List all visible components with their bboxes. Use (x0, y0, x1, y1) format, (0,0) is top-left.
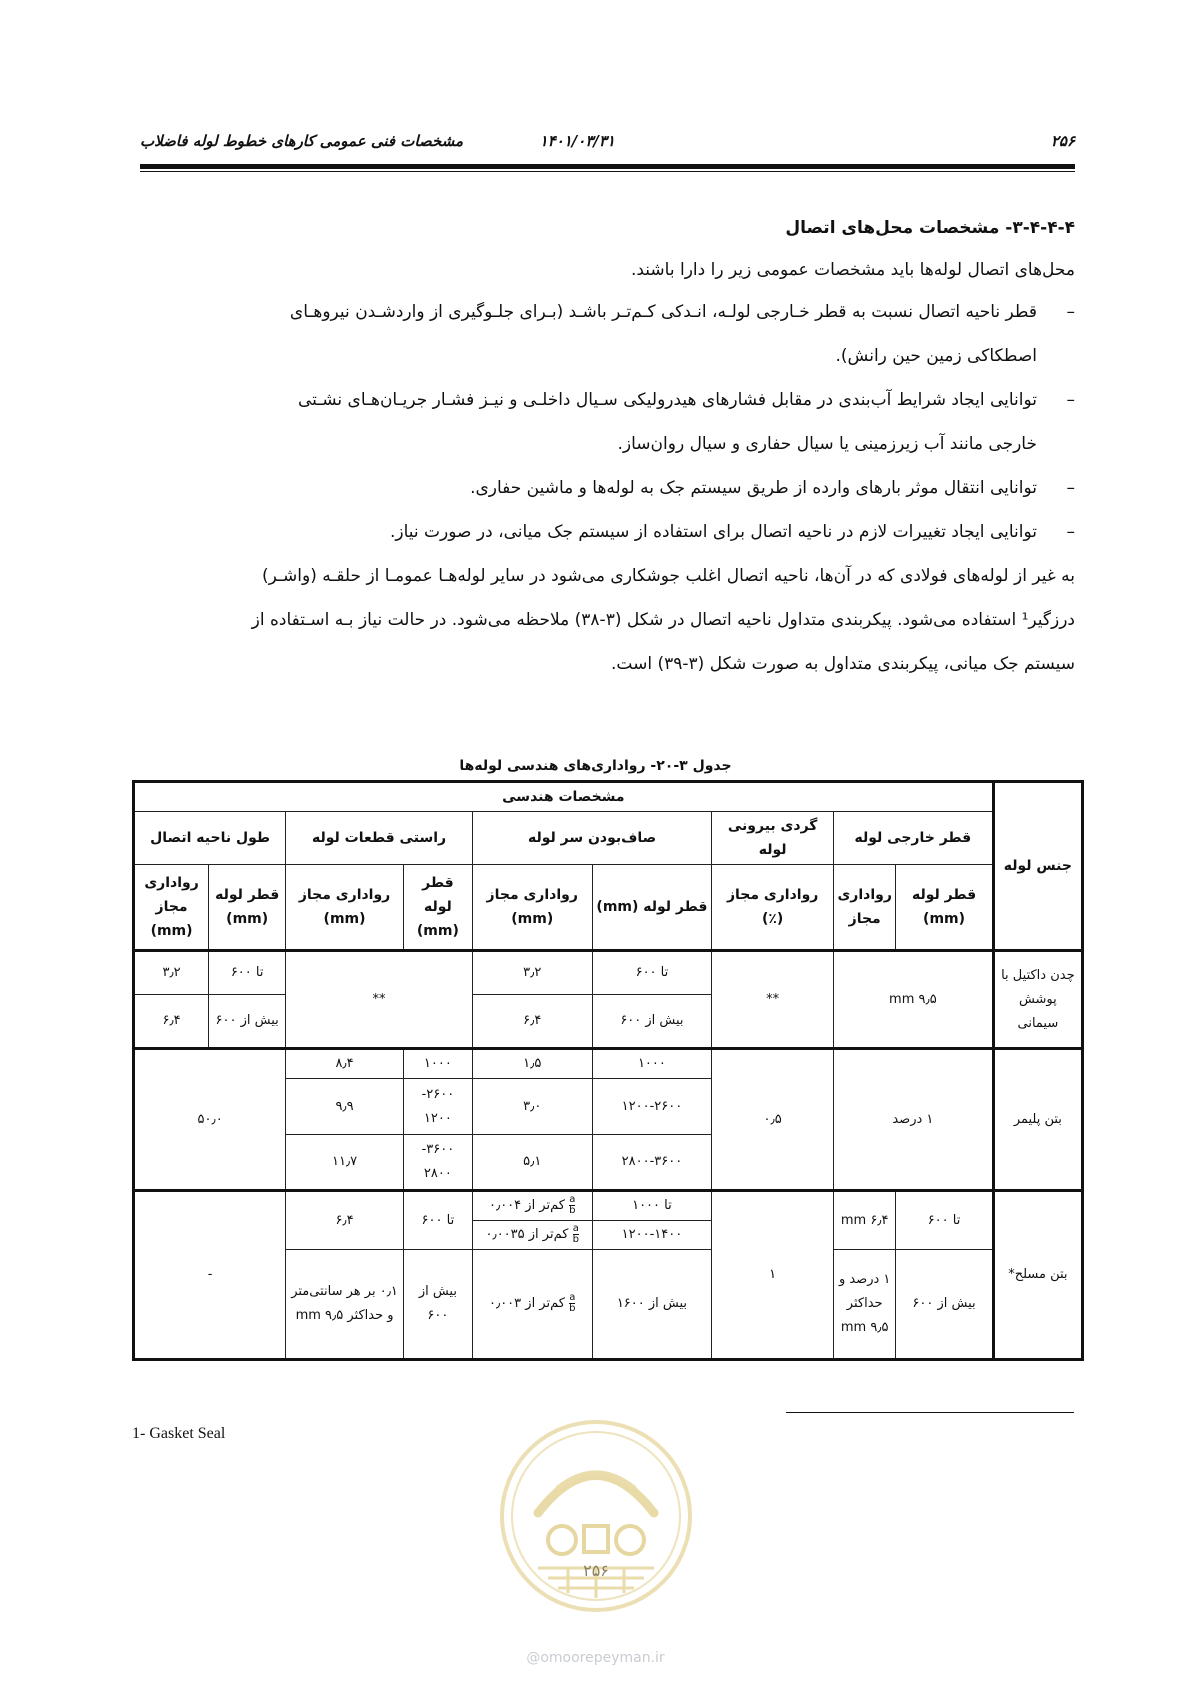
header-roundness: گردی بیرونی لوله (712, 812, 834, 865)
cell-flat-diameter: تا ۱۰۰۰ (592, 1191, 712, 1221)
bullet-item (140, 510, 1075, 554)
cell-flat-diameter: بیش از ۱۶۰۰ (592, 1250, 712, 1360)
bullet-text: قطر ناحیه اتصال نسبت به قطر خـارجی لولـه، انـدکی کـم‌تـر باشـد (بـرای جلـوگیری از واردشـدن نیروهـای (289, 302, 1037, 322)
fraction-denominator: b (572, 1234, 579, 1245)
cell-joint-diameter: تا ۶۰۰ (209, 951, 286, 995)
bullet-text: توانایی انتقال موثر بارهای وارده از طریق سیستم جک به لوله‌ها و ماشین حفاری. (470, 478, 1037, 498)
bullet-dash: – (1066, 390, 1075, 410)
cell-flat-diameter: بیش از ۶۰۰ (592, 995, 712, 1049)
material-ductile: چدن داکتیل با پوشش سیمانی (993, 951, 1082, 1049)
cell-straight-diameter: تا ۶۰۰ (403, 1191, 472, 1250)
bullet-dash: – (1066, 522, 1075, 542)
cell-joint: - (134, 1191, 286, 1360)
header-end-flatness: صاف‌بودن سر لوله (472, 812, 711, 865)
page-header (140, 128, 1075, 154)
subheader-tolerance-mm: رواداری مجاز (mm) (472, 865, 592, 951)
cell-flat-tolerance: ۶٫۴ (472, 995, 592, 1049)
fraction-numerator: a (572, 1223, 579, 1234)
subheader-pipe-diameter: قطر لوله (mm) (592, 865, 712, 951)
header-geometric-specs: مشخصات هندسی (134, 782, 994, 812)
subheader-tolerance-mm: رواداری مجاز (mm) (134, 865, 209, 951)
cell-roundness: ** (712, 951, 834, 1049)
bullet-text-cont: خارجی مانند آب زیرزمینی یا سیال حفاری و سیال روان‌ساز. (617, 434, 1037, 454)
cell-od-tolerance: ۱ درصد و حداکثر ۹٫۵ mm (834, 1250, 896, 1360)
bullet-text: توانایی ایجاد تغییرات لازم در ناحیه اتصال برای استفاده از سیستم جک میانی، در صورت نیاز. (390, 522, 1037, 542)
material-polymer: بتن پلیمر (993, 1049, 1082, 1191)
cell-od: ۱ درصد (834, 1049, 994, 1191)
fraction (573, 1224, 579, 1245)
cell-od-diameter: تا ۶۰۰ (896, 1191, 993, 1250)
cell-roundness: ۱ (712, 1191, 834, 1360)
header-rule-thick (140, 164, 1075, 169)
fraction (569, 1293, 575, 1314)
fraction-denominator: b (569, 1205, 576, 1216)
bullet-item (140, 466, 1075, 510)
cell-straight-tolerance: ۰٫۱ بر هر سانتی‌متر و حداکثر ۹٫۵ mm (286, 1250, 404, 1360)
header-date: ۱۴۰۱/۰۳/۳۱ (539, 132, 615, 150)
cell-straight-diameter: بیش از ۶۰۰ (403, 1250, 472, 1360)
cell-flat-diameter: تا ۶۰۰ (592, 951, 712, 995)
cell-flat-tolerance (472, 1191, 592, 1221)
cell-joint-diameter: بیش از ۶۰۰ (209, 995, 286, 1049)
tolerance-table (132, 780, 1084, 1361)
cell-straight-diameter: ۲۶۰۰- ۱۲۰۰ (403, 1079, 472, 1135)
fraction-denominator: b (569, 1303, 576, 1314)
bullet-item (140, 290, 1075, 378)
header-outer-diameter: قطر خارجی لوله (834, 812, 994, 865)
cell-od: ۹٫۵ mm (834, 951, 994, 1049)
header-straightness: راستی قطعات لوله (286, 812, 473, 865)
closing-line: درزگیر¹ استفاده می‌شود. پیکربندی متداول ناحیه اتصال در شکل (۳-۳۸) ملاحظه می‌شود. در حالت نیاز بـه اسـتفاده از (251, 610, 1075, 630)
bullet-text: توانایی ایجاد شرایط آب‌بندی در مقابل فشارهای هیدرولیکی سـیال داخلـی و نیـز فشـار جریـان‌هـای نشـتی (297, 390, 1037, 410)
subheader-tolerance: رواداری مجاز (834, 865, 896, 951)
cell-flat-diameter: ۱۲۰۰-۱۴۰۰ (592, 1221, 712, 1250)
cell-joint-tolerance: ۳٫۲ (134, 951, 209, 995)
cell-joint: ۵۰٫۰ (134, 1049, 286, 1191)
fraction (569, 1195, 575, 1216)
cell-straight-tolerance: ۶٫۴ (286, 1191, 404, 1250)
cell-flat-tolerance: ۵٫۱ (472, 1135, 592, 1191)
flat-tolerance-text: کم‌تر از ۰٫۰۰۴ (489, 1198, 565, 1213)
intro-paragraph: محل‌های اتصال لوله‌ها باید مشخصات عمومی زیر را دارا باشند. (630, 260, 1075, 280)
cell-od-tolerance: ۶٫۴ mm (834, 1191, 896, 1250)
cell-straight-diameter: ۱۰۰۰ (403, 1049, 472, 1079)
cell-od-diameter: بیش از ۶۰۰ (896, 1250, 993, 1360)
cell-flat-tolerance (472, 1221, 592, 1250)
subheader-tolerance-mm: رواداری مجاز (mm) (286, 865, 404, 951)
fraction-numerator: a (569, 1194, 576, 1205)
header-page-number: ۲۵۶ (1050, 132, 1075, 150)
cell-straight-diameter: ۳۶۰۰- ۲۸۰۰ (403, 1135, 472, 1191)
closing-line: به غیر از لوله‌های فولادی که در آن‌ها، ناحیه اتصال اغلب جوشکاری می‌شود در سایر لوله‌هـا عمومـا از حلقـه (واشـر) (262, 566, 1075, 586)
header-pipe-material: جنس لوله (993, 782, 1082, 951)
subheader-tolerance-pct: رواداری مجاز (٪) (712, 865, 834, 951)
subheader-pipe-diameter: قطر لوله (mm) (209, 865, 286, 951)
footnote: 1- Gasket Seal (132, 1425, 226, 1442)
closing-line: سیستم جک میانی، پیکربندی متداول به صورت شکل (۳-۳۹) است. (611, 654, 1075, 674)
cell-flat-tolerance: ۱٫۵ (472, 1049, 592, 1079)
bullet-dash: – (1066, 302, 1075, 322)
material-reinforced: بتن مسلح* (993, 1191, 1082, 1360)
cell-flat-diameter: ۱۰۰۰ (592, 1049, 712, 1079)
bullet-dash: – (1066, 478, 1075, 498)
watermark-seal-logo (498, 1418, 694, 1614)
cell-straight-tolerance: ۸٫۴ (286, 1049, 404, 1079)
cell-flat-diameter: ۲۸۰۰-۳۶۰۰ (592, 1135, 712, 1191)
cell-joint-tolerance: ۶٫۴ (134, 995, 209, 1049)
section-title: ۳-۴-۴-۴- مشخصات محل‌های اتصال (785, 218, 1075, 238)
footnote-rule (786, 1412, 1074, 1413)
subheader-pipe-diameter: قطر لوله (mm) (896, 865, 993, 951)
header-joint-length: طول ناحیه اتصال (134, 812, 286, 865)
flat-tolerance-text: کم‌تر از ۰٫۰۰۳ (489, 1296, 565, 1311)
header-title: مشخصات فنی عمومی کارهای خطوط لوله فاضلاب (140, 132, 464, 150)
cell-straightness: ** (286, 951, 473, 1049)
header-rule-thin (140, 171, 1075, 172)
bullet-item (140, 378, 1075, 466)
cell-flat-tolerance (472, 1250, 592, 1360)
cell-flat-tolerance: ۳٫۲ (472, 951, 592, 995)
bullet-text-cont: اصطکاکی زمین حین رانش). (835, 346, 1037, 366)
fraction-numerator: a (569, 1292, 576, 1303)
table-caption: جدول ۳-۲۰- رواداری‌های هندسی لوله‌ها (459, 758, 732, 774)
cell-flat-tolerance: ۳٫۰ (472, 1079, 592, 1135)
cell-roundness: ۰٫۵ (712, 1049, 834, 1191)
watermark-url: @omoorepeyman.ir (526, 1650, 665, 1666)
cell-straight-tolerance: ۹٫۹ (286, 1079, 404, 1135)
flat-tolerance-text: کم‌تر از ۰٫۰۰۳۵ (485, 1227, 569, 1242)
cell-flat-diameter: ۱۲۰۰-۲۶۰۰ (592, 1079, 712, 1135)
cell-straight-tolerance: ۱۱٫۷ (286, 1135, 404, 1191)
closing-paragraph (140, 554, 1075, 686)
seal-page-number: ۲۵۶ (583, 1561, 609, 1580)
subheader-pipe-diameter: قطر لوله (mm) (403, 865, 472, 951)
